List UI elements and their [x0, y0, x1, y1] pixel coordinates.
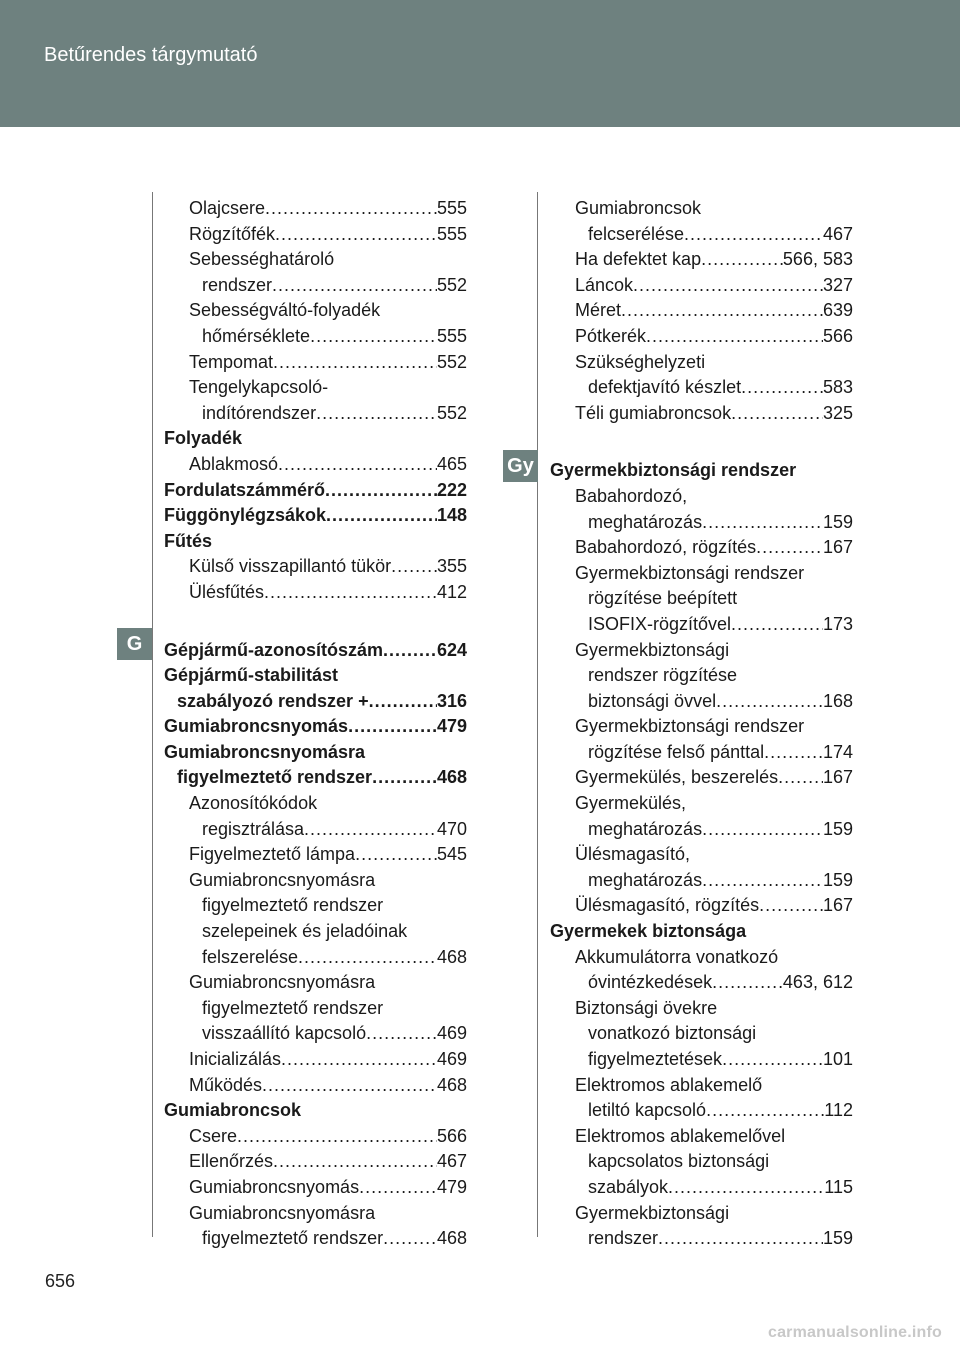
index-entry — [164, 478, 467, 504]
index-term: Ülésmagasító, — [575, 844, 691, 865]
index-term: Működés — [189, 1074, 263, 1095]
index-entry — [550, 714, 853, 740]
index-term: rendszer rögzítése — [588, 665, 738, 686]
index-term: Sebességváltó-folyadék — [189, 300, 381, 321]
index-page-ref[interactable]: 552 — [436, 274, 467, 295]
index-term: Rögzítőfék — [189, 223, 276, 244]
index-gap — [164, 606, 467, 638]
index-entry — [550, 350, 853, 376]
index-entry — [164, 401, 467, 427]
index-term: letiltó kapcsoló — [588, 1100, 707, 1121]
index-term: Gépjármű-stabilitást — [164, 665, 339, 686]
index-term: visszaállító kapcsoló — [202, 1023, 367, 1044]
index-entry — [550, 561, 853, 587]
index-entry — [164, 580, 467, 606]
index-term: Gyermekbiztonsági — [575, 1202, 730, 1223]
watermark: carmanualsonline.info — [767, 1324, 942, 1341]
index-term: Fordulatszámmérő — [164, 479, 326, 500]
index-page-ref[interactable]: 327 — [822, 274, 853, 295]
index-entry — [550, 1098, 853, 1124]
index-entry — [164, 817, 467, 843]
leader-dots — [764, 740, 823, 766]
leader-dots — [658, 1226, 823, 1252]
index-entry — [164, 996, 467, 1022]
index-entry — [164, 893, 467, 919]
index-entry — [164, 273, 467, 299]
leader-dots — [702, 817, 823, 843]
index-term: Függönylégzsákok — [164, 505, 327, 526]
index-page-ref[interactable]: 468 — [436, 946, 467, 967]
index-page-ref[interactable]: 468 — [436, 1074, 467, 1095]
index-entry — [550, 765, 853, 791]
leader-dots — [759, 893, 823, 919]
index-entry — [164, 1073, 467, 1099]
index-term: felcserélése — [588, 223, 685, 244]
index-entry — [164, 298, 467, 324]
index-term: Külső visszapillantó tükör — [189, 556, 392, 577]
index-entry — [550, 535, 853, 561]
index-entry — [164, 970, 467, 996]
index-page-ref[interactable]: 159 — [822, 818, 853, 839]
index-term: Gyermekülés, beszerelés — [575, 767, 779, 788]
index-term: meghatározás — [588, 869, 703, 890]
index-page-ref[interactable]: 555 — [436, 198, 467, 218]
leader-dots — [706, 1098, 824, 1124]
leader-dots — [731, 612, 823, 638]
index-page-ref[interactable]: 468 — [436, 1228, 467, 1249]
index-entry — [550, 970, 853, 996]
index-term: Akkumulátorra vonatkozó — [575, 946, 779, 967]
index-page-ref[interactable]: 468 — [436, 767, 467, 788]
index-entry — [550, 1149, 853, 1175]
index-term: Láncok — [575, 274, 634, 295]
leader-dots — [646, 324, 823, 350]
index-entry — [550, 222, 853, 248]
index-entry — [550, 324, 853, 350]
index-term: kapcsolatos biztonsági — [588, 1151, 770, 1172]
index-term: regisztrálása — [202, 818, 305, 839]
index-term: Gyermekbiztonsági rendszer — [575, 562, 805, 583]
index-page-ref[interactable]: 316 — [436, 690, 467, 711]
index-page-ref[interactable]: 545 — [436, 844, 467, 865]
index-term: Gumiabroncsok — [575, 198, 702, 218]
index-entry — [164, 1201, 467, 1227]
index-page-ref[interactable]: 159 — [822, 511, 853, 532]
index-entry — [164, 529, 467, 555]
index-page-ref[interactable]: 148 — [436, 505, 467, 526]
index-entry — [550, 612, 853, 638]
index-entry — [550, 919, 853, 945]
index-entry — [164, 919, 467, 945]
leader-dots — [273, 350, 437, 376]
right-column-rule — [537, 192, 538, 1237]
header-title: Betűrendes tárgymutató — [44, 44, 258, 66]
index-entry — [550, 1175, 853, 1201]
index-entry — [550, 1124, 853, 1150]
index-term: Téli gumiabroncsok — [575, 402, 732, 423]
index-entry — [164, 689, 467, 715]
leader-dots — [756, 535, 823, 561]
index-term: Babahordozó, — [575, 485, 688, 506]
right-index-column — [550, 196, 853, 1252]
page-number: 656 — [45, 1271, 76, 1291]
index-term: szabályozó rendszer + — [177, 690, 369, 711]
index-term: Gumiabroncsnyomásra — [189, 1202, 376, 1223]
index-term: Ellenőrzés — [189, 1151, 274, 1172]
index-entry — [550, 1073, 853, 1099]
index-term: rendszer — [588, 1228, 659, 1249]
index-entry — [550, 689, 853, 715]
index-term: felszerelése — [202, 946, 299, 967]
index-page-ref[interactable]: 115 — [824, 1176, 853, 1197]
index-page-ref[interactable]: 479 — [436, 716, 467, 737]
leader-dots — [355, 842, 437, 868]
leader-dots — [348, 714, 437, 740]
index-term: hőmérséklete — [202, 325, 311, 346]
leader-dots — [722, 1047, 823, 1073]
index-entry — [164, 945, 467, 971]
index-term: Gumiabroncsok — [164, 1100, 302, 1121]
index-term: Gumiabroncsnyomásra — [189, 972, 376, 993]
index-entry — [164, 663, 467, 689]
index-entry — [164, 503, 467, 529]
leader-dots — [383, 638, 437, 664]
index-term: Méret — [575, 300, 622, 321]
index-term: Gépjármű-azonosítószám — [164, 639, 384, 660]
index-entry — [164, 375, 467, 401]
index-term: figyelmeztető rendszer — [202, 1228, 384, 1249]
index-page-ref[interactable]: 469 — [436, 1049, 467, 1069]
leader-dots — [273, 1149, 437, 1175]
index-term: Pótkerék — [575, 325, 647, 346]
index-term: meghatározás — [588, 818, 703, 839]
index-entry — [164, 714, 467, 740]
leader-dots — [391, 554, 437, 580]
index-term: Fűtés — [164, 530, 213, 551]
index-term: Babahordozó, rögzítés — [575, 537, 757, 558]
leader-dots — [278, 452, 437, 478]
index-page-ref[interactable]: 467 — [822, 223, 853, 244]
index-page-ref[interactable]: 159 — [822, 869, 853, 890]
index-entry — [550, 740, 853, 766]
index-term: rögzítése beépített — [588, 588, 738, 609]
index-entry — [164, 350, 467, 376]
index-entry — [550, 868, 853, 894]
index-entry — [550, 996, 853, 1022]
index-entry — [550, 375, 853, 401]
leader-dots — [741, 375, 823, 401]
leader-dots — [621, 298, 823, 324]
index-term: Gyermekbiztonsági rendszer — [550, 460, 797, 481]
index-entry — [550, 586, 853, 612]
left-column-rule — [152, 192, 153, 1237]
index-term: figyelmeztetések — [588, 1049, 723, 1069]
index-entry — [164, 1124, 467, 1150]
index-entry — [550, 1226, 853, 1252]
index-page-ref[interactable]: 470 — [436, 818, 467, 839]
index-term: Olajcsere — [189, 198, 266, 218]
section-tab-gy[interactable]: Gy — [503, 450, 538, 482]
index-entry — [550, 1047, 853, 1073]
index-term: Gyermekbiztonsági — [575, 639, 730, 660]
index-entry — [550, 842, 853, 868]
index-entry — [164, 791, 467, 817]
index-page-ref[interactable]: 465 — [436, 453, 467, 474]
index-term: Ülésfűtés — [189, 581, 265, 602]
index-entry — [164, 1226, 467, 1252]
index-page-ref[interactable]: 639 — [822, 300, 853, 321]
index-entry — [164, 247, 467, 273]
index-page-ref[interactable]: 552 — [436, 351, 467, 372]
index-page-ref[interactable]: 355 — [436, 556, 467, 577]
index-entry — [164, 452, 467, 478]
index-entry — [550, 893, 853, 919]
index-term: Ha defektet kap — [575, 249, 702, 270]
index-term: figyelmeztető rendszer — [177, 767, 373, 788]
index-term: Gumiabroncsnyomás — [189, 1176, 360, 1197]
index-term: rögzítése felső pánttal — [588, 741, 765, 762]
left-index-column — [164, 196, 467, 1252]
leader-dots — [712, 970, 783, 996]
index-term: Szükséghelyzeti — [575, 351, 706, 372]
index-entry — [550, 638, 853, 664]
page-header — [0, 0, 960, 127]
index-entry — [550, 458, 853, 484]
leader-dots — [778, 765, 823, 791]
leader-dots — [369, 689, 437, 715]
index-term: Ülésmagasító, rögzítés — [575, 895, 760, 916]
index-term: Azonosítókódok — [189, 793, 318, 814]
index-entry — [164, 638, 467, 664]
leader-dots — [310, 324, 437, 350]
leader-dots — [668, 1175, 824, 1201]
index-page-ref[interactable]: 167 — [822, 537, 853, 558]
index-entry — [164, 842, 467, 868]
leader-dots — [716, 689, 823, 715]
index-term: ISOFIX-rögzítővel — [588, 613, 732, 634]
index-entry — [164, 740, 467, 766]
leader-dots — [383, 1226, 437, 1252]
index-term: óvintézkedések — [588, 972, 713, 993]
index-entry — [550, 273, 853, 299]
index-page-ref[interactable]: 463, 612 — [782, 972, 853, 993]
leader-dots — [366, 1021, 437, 1047]
index-entry — [550, 401, 853, 427]
index-term: Csere — [189, 1125, 238, 1146]
leader-dots — [326, 503, 437, 529]
index-term: rendszer — [202, 274, 273, 295]
index-entry — [164, 1098, 467, 1124]
index-term: meghatározás — [588, 511, 703, 532]
index-entry — [164, 1047, 467, 1073]
index-page-ref[interactable]: 159 — [822, 1228, 853, 1249]
index-page-ref[interactable]: 583 — [822, 377, 853, 398]
index-entry — [550, 663, 853, 689]
index-entry — [164, 196, 467, 222]
leader-dots — [702, 510, 823, 536]
index-page-ref[interactable]: 555 — [436, 223, 467, 244]
index-page-ref[interactable]: 467 — [436, 1151, 467, 1172]
index-term: Gyermekbiztonsági rendszer — [575, 716, 805, 737]
index-term: indítórendszer — [202, 402, 317, 423]
index-entry — [164, 1021, 467, 1047]
index-entry — [164, 868, 467, 894]
leader-dots — [264, 580, 437, 606]
index-page-ref[interactable]: 566 — [436, 1125, 467, 1146]
index-term: Tengelykapcsoló- — [189, 377, 329, 398]
leader-dots — [684, 222, 823, 248]
leader-dots — [237, 1124, 437, 1150]
leader-dots — [275, 222, 437, 248]
leader-dots — [262, 1073, 437, 1099]
index-term: Gumiabroncsnyomás — [164, 716, 349, 737]
leader-dots — [701, 247, 783, 273]
index-term: Gumiabroncsnyomásra — [164, 741, 366, 762]
leader-dots — [304, 817, 437, 843]
leader-dots — [272, 273, 437, 299]
index-page-ref[interactable]: 173 — [822, 613, 853, 634]
index-page-ref[interactable]: 624 — [436, 639, 467, 660]
section-tab-g[interactable]: G — [117, 628, 152, 660]
index-entry — [550, 1201, 853, 1227]
index-term: szabályok — [588, 1176, 669, 1197]
index-entry — [164, 1149, 467, 1175]
index-page-ref[interactable]: 167 — [822, 895, 853, 916]
index-term: Figyelmeztető lámpa — [189, 844, 356, 865]
index-entry — [164, 426, 467, 452]
index-page-ref[interactable]: 552 — [436, 402, 467, 423]
index-entry — [550, 817, 853, 843]
leader-dots — [359, 1175, 437, 1201]
index-entry — [550, 510, 853, 536]
index-page-ref[interactable]: 174 — [822, 741, 853, 762]
index-term: defektjavító készlet — [588, 377, 742, 398]
index-entry — [164, 1175, 467, 1201]
index-page-ref[interactable]: 479 — [436, 1176, 467, 1197]
index-term: figyelmeztető rendszer — [202, 895, 384, 916]
index-term: Gyermekek biztonsága — [550, 921, 747, 942]
index-page-ref[interactable]: 167 — [822, 767, 853, 788]
leader-dots — [731, 401, 823, 427]
leader-dots — [372, 765, 437, 791]
index-page-ref[interactable]: 566 — [822, 325, 853, 346]
index-page-ref[interactable]: 325 — [822, 402, 853, 423]
leader-dots — [633, 273, 823, 299]
index-page-ref[interactable]: 168 — [822, 690, 853, 711]
index-term: vonatkozó biztonsági — [588, 1023, 757, 1044]
index-entry — [550, 1021, 853, 1047]
index-page-ref[interactable]: 555 — [436, 325, 467, 346]
leader-dots — [298, 945, 437, 971]
index-term: Sebességhatároló — [189, 249, 335, 270]
index-term: figyelmeztető rendszer — [202, 997, 384, 1018]
index-entry — [164, 765, 467, 791]
index-entry — [164, 554, 467, 580]
index-page-ref[interactable]: 101 — [822, 1049, 853, 1069]
index-term: szelepeinek és jeladóinak — [202, 921, 408, 942]
index-term: Tempomat — [189, 351, 274, 372]
index-page-ref[interactable]: 566, 583 — [782, 249, 853, 270]
index-page-ref[interactable]: 469 — [436, 1023, 467, 1044]
index-term: biztonsági övvel — [588, 690, 717, 711]
index-page-ref[interactable]: 222 — [436, 479, 467, 500]
index-entry — [550, 247, 853, 273]
index-entry — [550, 484, 853, 510]
index-term: Gumiabroncsnyomásra — [189, 869, 376, 890]
index-entry — [164, 222, 467, 248]
leader-dots — [281, 1047, 437, 1073]
leader-dots — [265, 196, 437, 222]
index-entry — [550, 196, 853, 222]
index-entry — [550, 945, 853, 971]
index-term: Elektromos ablakemelő — [575, 1074, 763, 1095]
index-page-ref[interactable]: 412 — [436, 581, 467, 602]
leader-dots — [316, 401, 437, 427]
index-term: Inicializálás — [189, 1049, 282, 1069]
index-gap — [550, 426, 853, 458]
index-term: Biztonsági övekre — [575, 997, 718, 1018]
index-term: Ablakmosó — [189, 453, 279, 474]
leader-dots — [325, 478, 437, 504]
index-entry — [164, 324, 467, 350]
index-term: Folyadék — [164, 428, 243, 449]
index-term: Elektromos ablakemelővel — [575, 1125, 786, 1146]
index-term: Gyermekülés, — [575, 793, 687, 814]
leader-dots — [702, 868, 823, 894]
index-entry — [550, 298, 853, 324]
index-page-ref[interactable]: 112 — [824, 1100, 853, 1121]
index-entry — [550, 791, 853, 817]
